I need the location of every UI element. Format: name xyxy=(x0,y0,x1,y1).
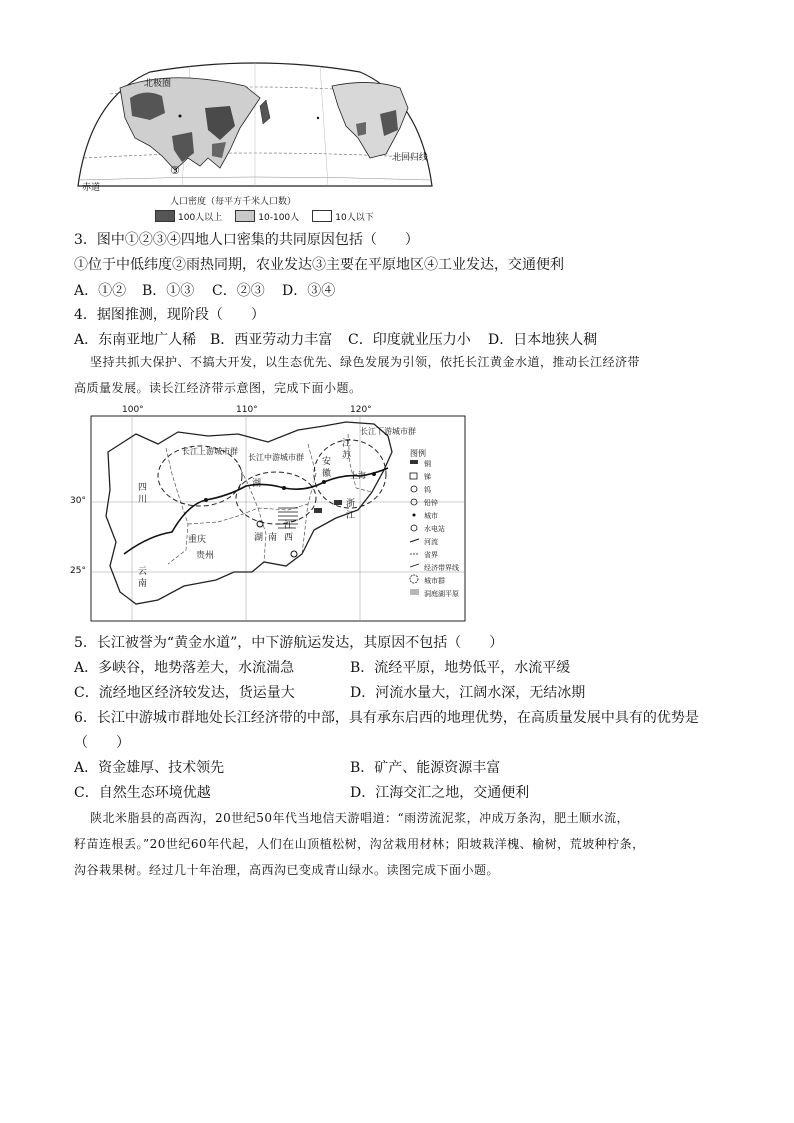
population-density-map xyxy=(70,58,440,193)
q6-option-b[interactable]: B．矿产、能源资源丰富 xyxy=(350,760,501,776)
legend-tungsten: 钨 xyxy=(424,486,431,494)
q5-option-a[interactable]: A．多峡谷，地势落差大，水流湍急 xyxy=(74,660,295,676)
passage-1-line-1: 坚持共抓大保护、不搞大开发，以生态优先、绿色发展为引领，依托长江黄金水道，推动长江经济带 xyxy=(90,355,641,369)
q6-option-a[interactable]: A．资金雄厚、技术领先 xyxy=(74,760,225,776)
population-map-svg xyxy=(70,58,440,193)
question-6-stem: 6．长江中游城市群地处长江经济带的中部，具有承东启西的地理优势，在高质量发展中具有的优势是 xyxy=(74,710,699,726)
population-legend xyxy=(155,207,382,226)
chongqing-label: 重庆 xyxy=(188,535,207,545)
legend-copper: 铜 xyxy=(424,460,431,468)
legend-medium-label: 10-100人 xyxy=(258,212,300,223)
legend-sparse xyxy=(312,210,373,223)
tropic-label: 北回归线 xyxy=(392,153,429,163)
middle-cluster-label: 长江中游城市群 xyxy=(248,453,304,462)
yunnan-label-2: 南 xyxy=(138,579,148,589)
passage-1-line-2: 高质量发展。读长江经济带示意图，完成下面小题。 xyxy=(74,381,362,395)
lat-label-30: 30° xyxy=(70,496,86,506)
legend-belt-boundary: 经济带界线 xyxy=(424,564,459,572)
q3-option-c[interactable]: C．②③ xyxy=(212,283,265,299)
hubei-label: 湖 xyxy=(252,479,262,489)
lon-label-120: 120° xyxy=(350,405,372,415)
passage-2-line-3: 沟谷栽果树。经过几十年治理，高西沟已变成青山绿水。读图完成下面小题。 xyxy=(74,863,500,877)
q5-option-c[interactable]: C．流经地区经济较发达，货运量大 xyxy=(74,685,295,701)
zhejiang-label-2: 江 xyxy=(346,511,356,521)
zhejiang-label-1: 浙 xyxy=(346,499,356,509)
passage-2-line-1: 陕北米脂县的高西沟，20世纪50年代当地信天游唱道：“雨涝流泥浆，冲成万条沟，肥土顺水流， xyxy=(90,811,630,825)
anhui-label-2: 徽 xyxy=(322,469,332,479)
lat-label-25: 25° xyxy=(70,566,86,576)
legend-city: 城市 xyxy=(424,512,438,520)
q3-option-d[interactable]: D．③④ xyxy=(282,283,336,299)
q4-option-a[interactable]: A．东南亚地广人稀 xyxy=(74,332,197,348)
jiangsu-label-1: 江 xyxy=(342,439,352,449)
question-3-statements: ①位于中低纬度②雨热同期，农业发达③主要在平原地区④工业发达，交通便利 xyxy=(74,257,564,273)
q3-option-b[interactable]: B．①③ xyxy=(142,283,195,299)
legend-medium xyxy=(235,210,299,223)
yunnan-label-1: 云 xyxy=(138,567,148,577)
legend-sparse-label: 10人以下 xyxy=(335,212,374,223)
legend-lead-zinc: 铅锌 xyxy=(424,499,438,507)
question-3-stem: 3．图中①②③④四地人口密集的共同原因包括（ ） xyxy=(74,232,419,248)
q3-option-a[interactable]: A．①② xyxy=(74,283,127,299)
map2-legend-title: 图例 xyxy=(410,449,426,458)
legend-urban-cluster: 城市群 xyxy=(424,577,445,585)
question-5-stem: 5．长江被誉为“黄金水道”，中下游航运发达，其原因不包括（ ） xyxy=(74,635,504,651)
sichuan-label-2: 川 xyxy=(138,495,148,505)
legend-dense xyxy=(155,210,222,223)
q5-option-b[interactable]: B．流经平原，地势低平，水流平缓 xyxy=(350,660,571,676)
jiangxi-label-2: 西 xyxy=(284,533,294,543)
shanghai-label: 上海 xyxy=(350,471,366,480)
hunan-label-1: 湖 xyxy=(254,533,264,543)
legend-dense-label: 100人以上 xyxy=(178,212,223,223)
legend-province-border: 省界 xyxy=(424,551,438,559)
sichuan-label-1: 四 xyxy=(138,483,148,493)
q4-option-d[interactable]: D．日本地狭人稠 xyxy=(488,332,598,348)
hunan-label-2: 南 xyxy=(268,533,278,543)
yangtze-map-svg xyxy=(88,404,468,624)
q4-option-b[interactable]: B．西亚劳动力丰富 xyxy=(210,332,333,348)
legend-dongting-plain: 洞庭湖平原 xyxy=(424,590,459,598)
guizhou-label: 贵州 xyxy=(196,551,215,561)
legend-river: 河流 xyxy=(424,538,438,546)
marker-3-label: ③ xyxy=(170,164,180,177)
arctic-circle-label: 北极圈 xyxy=(144,79,172,89)
q6-option-c[interactable]: C．自然生态环境优越 xyxy=(74,785,211,801)
legend-antimony: 锑 xyxy=(424,473,431,481)
population-legend-title: 人口密度（每平方千米人口数） xyxy=(170,197,297,207)
q6-option-d[interactable]: D．江海交汇之地，交通便利 xyxy=(350,785,530,801)
upper-cluster-label: 长江上游城市群 xyxy=(182,447,238,456)
jiangxi-label-1: 江 xyxy=(284,521,294,531)
anhui-label-1: 安 xyxy=(322,457,332,467)
lon-label-100: 100° xyxy=(122,405,144,415)
legend-hydropower: 水电站 xyxy=(424,525,445,533)
jiangsu-label-2: 苏 xyxy=(342,451,352,461)
yangtze-economic-belt-map xyxy=(70,404,468,624)
question-4-stem: 4．据图推测，现阶段（ ） xyxy=(74,307,265,323)
lower-cluster-label: 长江下游城市群 xyxy=(360,427,416,436)
legend-swatch-medium xyxy=(235,210,255,222)
passage-2-line-2: 籽苗连根丢。”20世纪60年代起，人们在山顶植松树，沟岔栽用材林；阳坡栽洋槐、榆树，荒坡种柠条， xyxy=(74,837,645,851)
legend-swatch-dense xyxy=(155,210,175,222)
q4-option-c[interactable]: C．印度就业压力小 xyxy=(348,332,471,348)
legend-swatch-sparse xyxy=(312,210,332,222)
q5-option-d[interactable]: D．河流水量大，江阔水深，无结冰期 xyxy=(350,685,586,701)
question-6-stem-2: （ ） xyxy=(74,735,130,751)
lon-label-110: 110° xyxy=(236,405,258,415)
equator-label: 赤道 xyxy=(82,183,101,193)
